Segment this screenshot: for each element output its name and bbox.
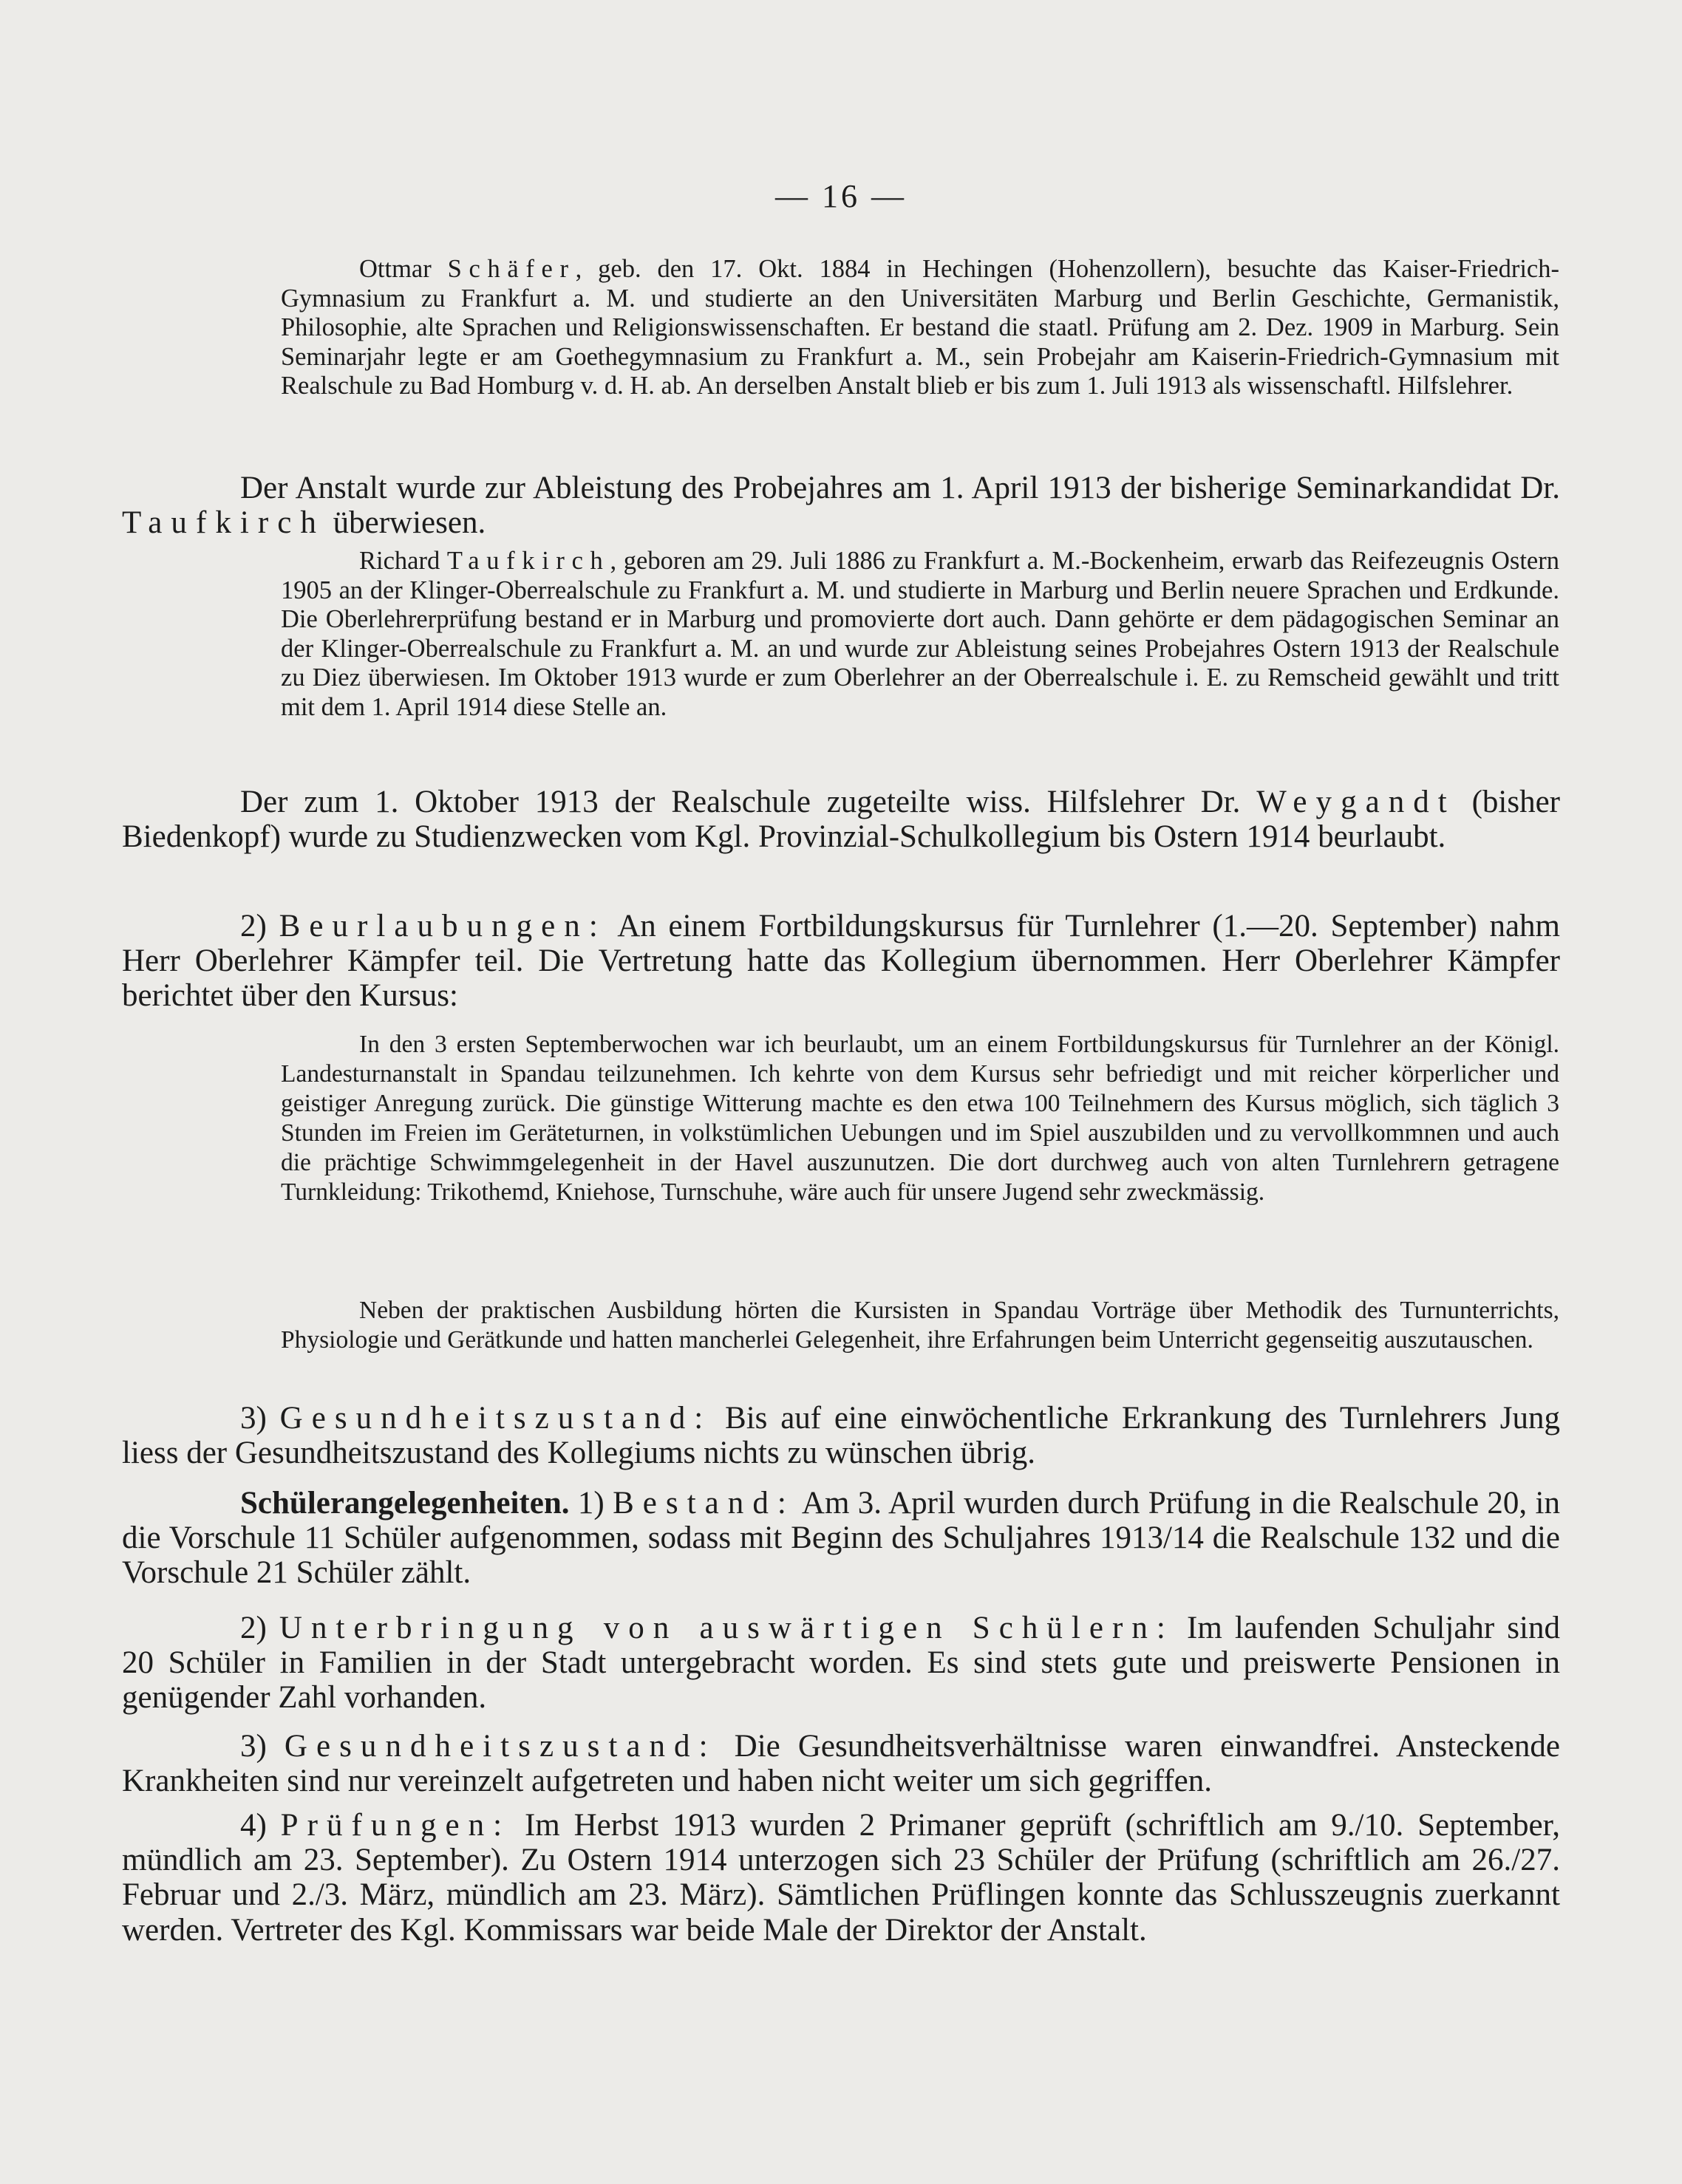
bio-taufkirch-first-name: Richard (359, 547, 447, 575)
bio-schaefer-first-name: Ottmar (359, 255, 448, 283)
report-paragraph-2: Neben der praktischen Ausbildung hörten die Kursisten in Spandau Vorträge über Methodik des Turnunterrichts, Physiologie und Gerätkunde und hatten mancherlei Gelegenheit, ihre Erfahrungen beim Unterricht gegenseitig auszutauschen. (281, 1297, 1559, 1354)
pruefungen-heading: Prüfungen: (280, 1808, 511, 1843)
pruefungen-text: Im Herbst 1913 wurden 2 Primaner geprüft (schriftlich am 9./10. September, mündlich am 23. September). Zu Ostern 1914 unterzogen sich 23 Schüler der Prüfung (schriftlich am 26./27. Februar und 2./3. März, mündlich am 23. März). Sämtlichen Prüflingen konnte das Schlusszeugnis zuerkannt werden. Vertreter des Kgl. Kommissars war beide Male der Direktor der Anstalt. (122, 1808, 1560, 1948)
gesundheit-schueler-number: 3) (240, 1729, 285, 1764)
gesundheit-schueler-text: Die Gesundheitsverhältnisse waren einwandfrei. Ansteckende Krankheiten sind nur vereinzelt aufgetreten und haben nicht weiter um sich gegriffen. (122, 1729, 1560, 1799)
pruefungen-number: 4) (240, 1808, 281, 1843)
assign-taufkirch-end: überwiesen. (324, 505, 486, 541)
bio-schaefer-surname: Schäfer (447, 255, 576, 283)
bio-schaefer (281, 255, 1559, 401)
gesundheit-lehrer-heading: Gesundheitszustand: (279, 1401, 712, 1436)
unterbringung-number: 2) (240, 1611, 279, 1645)
beurlaubungen-paragraph (122, 909, 1560, 1014)
report-paragraph-1: In den 3 ersten Septemberwochen war ich beurlaubt, um an einem Fortbildungskursus für Turnlehrer an der Königl. Landesturnanstalt in Spandau teilzunehmen. Ich kehrte von dem Kursus sehr befriedigt und mit reicher körperlicher und geistiger Anregung zurück. Die günstige Witterung machte es den etwa 100 Teilnehmern des Kursus möglich, sich täglich 3 Stunden im Freien im Geräteturnen, in volkstümlichen Uebungen und im Spiel auszubilden und zu vervollkommnen und auch die prächtige Schwimmgelegenheit in der Havel auszunutzen. Die dort durchweg auch von alten Turnlehrern getragene Turnkleidung: Trikothemd, Kniehose, Turnschuhe, wäre auch für unsere Jugend sehr zweckmässig. (281, 1031, 1559, 1207)
gesundheit-schueler-heading: Gesundheitszustand: (284, 1729, 717, 1764)
unterbringung-heading: Unterbringung von auswärtigen Schülern: (279, 1611, 1174, 1645)
bestand-text: Am 3. April wurden durch Prüfung in die Realschule 20, in die Vorschule 11 Schüler aufgenommen, sodass mit Beginn des Schuljahres 1913/14 die Realschule 132 und die Vorschule 21 Schüler zählt. (122, 1486, 1561, 1591)
weygandt-leave (122, 785, 1560, 854)
assign-taufkirch-text: Der Anstalt wurde zur Ableistung des Probejahres am 1. April 1913 der bisherige Seminarkandidat Dr. (240, 471, 1560, 505)
section-heading-schuelerangelegenheiten: Schülerangelegenheiten. (240, 1486, 570, 1521)
gesundheit-schueler-paragraph (122, 1729, 1560, 1798)
pruefungen-paragraph (122, 1808, 1560, 1948)
gesundheit-lehrer-paragraph (122, 1401, 1560, 1470)
bestand-heading: Bestand: (613, 1486, 795, 1521)
schueler-number: 1) (569, 1486, 613, 1521)
page-number: — 16 — (775, 178, 907, 214)
bio-schaefer-text: , geb. den 17. Okt. 1884 in Hechingen (Hohenzollern), besuchte das Kaiser-Friedrich-Gymnasium zu Frankfurt a. M. und studierte an den Universitäten Marburg und Berlin Geschichte, Germanistik, Philosophie, alte Sprachen und Religionswissenschaften. Er bestand die staatl. Prüfung am 2. Dez. 1909 in Marburg. Sein Seminarjahr legte er am Goethegymnasium zu Frankfurt a. M., sein Probejahr am Kaiserin-Friedrich-Gymnasium mit Realschule zu Bad Homburg v. d. H. ab. An derselben Anstalt blieb er bis zum 1. Juli 1913 als wissenschaftl. Hilfslehrer. (281, 255, 1559, 400)
weygandt-surname: Weygandt (1256, 785, 1456, 819)
unterbringung-paragraph (122, 1611, 1560, 1716)
schueler-paragraph (122, 1486, 1560, 1591)
beurlaubungen-number: 2) (240, 909, 279, 943)
beurlaubungen-heading: Beurlaubungen: (279, 909, 607, 943)
weygandt-text: Der zum 1. Oktober 1913 der Realschule zugeteilte wiss. Hilfslehrer Dr. (240, 785, 1257, 819)
gesundheit-lehrer-text: Bis auf eine einwöchentliche Erkrankung des Turnlehrers Jung liess der Gesundheitszustand des Kollegiums nichts zu wünschen übrig. (122, 1401, 1560, 1471)
beurlaubungen-text: An einem Fortbildungskursus für Turnlehrer (1.—20. September) nahm Herr Oberlehrer Kämpfer teil. Die Vertretung hatte das Kollegium übernommen. Herr Oberlehrer Kämpfer berichtet über den Kursus: (122, 909, 1560, 1014)
assign-taufkirch (122, 471, 1560, 540)
bio-taufkirch-surname: Taufkirch (446, 547, 610, 575)
unterbringung-text: Im laufenden Schuljahr sind 20 Schüler in Familien in der Stadt untergebracht worden. Es sind stets gute und preiswerte Pensionen in genügender Zahl vorhanden. (122, 1611, 1560, 1716)
weygandt-end: (bisher Biedenkopf) wurde zu Studienzwecken vom Kgl. Provinzial-Schulkollegium bis Ostern 1914 beurlaubt. (122, 785, 1561, 855)
gesundheit-lehrer-number: 3) (240, 1401, 280, 1436)
bio-taufkirch-text: , geboren am 29. Juli 1886 zu Frankfurt a. M.-Bockenheim, erwarb das Reifezeugnis Ostern 1905 an der Klinger-Oberrealschule zu Frankfurt a. M. und studierte in Marburg und Berlin neuere Sprachen und Erdkunde. Die Oberlehrerprüfung bestand er in Marburg und promovierte dort auch. Dann gehörte er dem pädagogischen Seminar an der Klinger-Oberrealschule zu Frankfurt a. M. an und wurde zur Ableistung seines Probejahres Ostern 1913 der Realschule zu Diez überwiesen. Im Oktober 1913 wurde er zum Oberlehrer an der Oberrealschule i. E. zu Remscheid gewählt und tritt mit dem 1. April 1914 diese Stelle an. (281, 547, 1559, 721)
bio-taufkirch (281, 547, 1559, 723)
assign-taufkirch-surname: Taufkirch (122, 505, 325, 541)
